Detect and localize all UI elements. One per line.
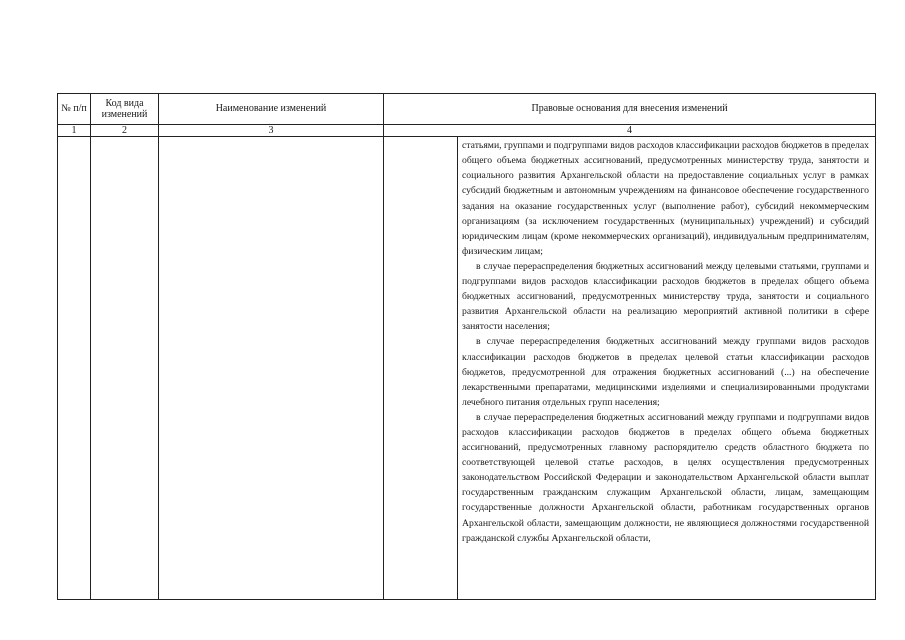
changes-table <box>57 93 876 600</box>
column-number-4: 4 <box>384 125 876 137</box>
legal-basis-paragraph: в случае перераспределения бюджетных ассигнований между группами видов расходов классификации расходов бюджетов в пределах целевой статьи классификации расходов бюджетов, предусмотренной для отражения бюджетных ассигнований (...) на обеспечение лекарственными препаратами, медицинскими изделиями и специализированными продуктами лечебного питания отдельных групп населения; <box>462 336 870 408</box>
cell-change-name <box>159 137 384 600</box>
column-number-2: 2 <box>91 125 159 137</box>
legal-basis-paragraph: статьями, группами и подгруппами видов расходов классификации расходов бюджетов в пределах общего объема бюджетных ассигнований, предусмотренных министерству труда, занятости и социального развития Архангельской области на предоставление социальных услуг в рамках субсидий бюджетным и автономным учреждениям на финансовое обеспечение государственного задания на оказание государственных услуг (выполнение работ), субсидий некоммерческим организациям (за исключением государственных (муниципальных) учреждений) и субсидий юридическим лицам (кроме некоммерческих организаций), индивидуальным предпринимателям, физическим лицам; <box>462 140 870 257</box>
header-number: № п/п <box>58 94 91 125</box>
header-legal-basis: Правовые основания для внесения изменений <box>384 94 876 125</box>
header-change-name: Наименование изменений <box>159 94 384 125</box>
header-row <box>58 94 876 125</box>
column-number-row <box>58 125 876 137</box>
table-row <box>58 137 876 600</box>
legal-basis-paragraph: в случае перераспределения бюджетных ассигнований между группами и подгруппами видов расходов классификации расходов бюджетов в пределах общего объема бюджетных ассигнований, предусмотренных главному распорядителю средств областного бюджета по соответствующей целевой статье расходов, в целях осуществления предусмотренных законодательством Российской Федерации и законодательством Архангельской области выплат государственным гражданским служащим Архангельской области, лицам, замещающим государственные должности Архангельской области, работникам государственных органов Архангельской области, замещающим должности, не являющиеся должностями государственной гражданской службы Архангельской области, <box>462 411 870 544</box>
column-number-1: 1 <box>58 125 91 137</box>
cell-legal-basis-blank <box>384 137 458 600</box>
cell-number <box>58 137 91 600</box>
legal-basis-paragraph: в случае перераспределения бюджетных ассигнований между целевыми статьями, группами и подгруппами видов расходов классификации расходов бюджетов в пределах общего объема бюджетных ассигнований, предусмотренных министерству труда, занятости и социального развития Архангельской области на реализацию мероприятий активной политики в сфере занятости населения; <box>462 260 870 333</box>
column-number-3: 3 <box>159 125 384 137</box>
cell-change-code <box>91 137 159 600</box>
cell-legal-basis-text <box>458 137 876 600</box>
header-change-code: Код вида изменений <box>91 94 159 125</box>
